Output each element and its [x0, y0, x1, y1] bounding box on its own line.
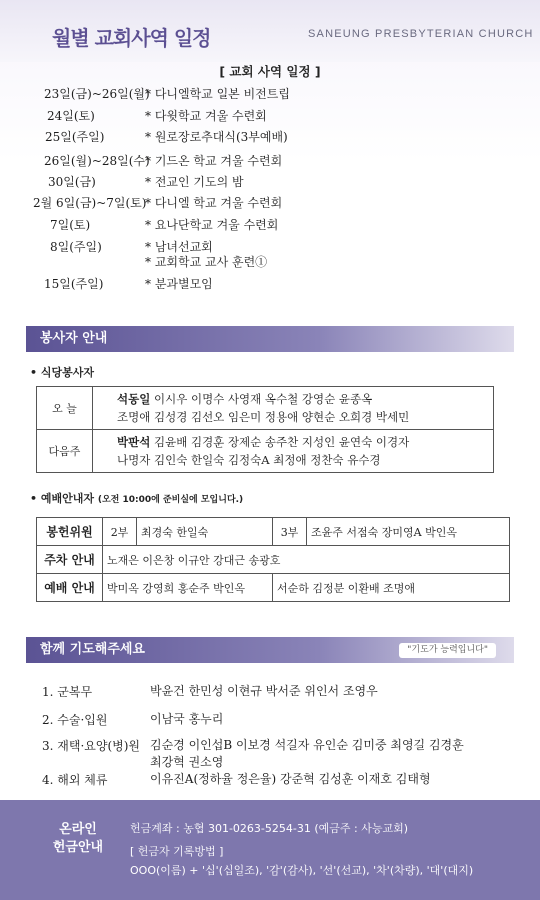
prayer-names: 이유진A(정하율 정은율) 강준혁 김성훈 이재호 김태형: [150, 772, 431, 786]
schedule-date: 23일(금)~26일(월): [44, 87, 150, 101]
names-line: 이시우 이명수 사영재 옥수철 강영순 윤종옥: [153, 392, 373, 406]
schedule-row: [0, 173, 540, 188]
schedule-event: * 다윗학교 겨울 수련회: [145, 109, 267, 123]
account-info: 헌금계좌 : 농협 301-0263-5254-31 (예금주 : 사능교회): [130, 822, 409, 835]
schedule-date: 8일(주일): [50, 240, 102, 254]
names-line: 조명애 김성경 김선오 임은미 정용애 양현순 오희경 박세민: [117, 410, 410, 424]
schedule-row: [0, 216, 540, 231]
schedule-date: 24일(토): [47, 109, 95, 123]
usher-note: (오전 10:00에 준비실에 모입니다.): [97, 495, 244, 505]
usher-heading: [30, 490, 243, 506]
church-name: SANEUNG PRESBYTERIAN CHURCH: [308, 28, 534, 40]
service-2-names: 최경숙 한일숙: [137, 518, 273, 546]
table-row: [37, 518, 510, 546]
footer-title: [48, 821, 108, 857]
prayer-names: 이남국 홍누리: [150, 712, 224, 726]
prayer-label: 3. 재택·요양(병)원: [42, 739, 140, 753]
schedule-event: * 교회학교 교사 훈련①: [145, 255, 268, 269]
schedule-date: 25일(주일): [45, 130, 105, 144]
row-label: 다음주: [37, 430, 93, 473]
worship-names-a: 박미옥 강영희 홍순주 박인옥: [103, 574, 273, 602]
schedule-event: * 다니엘 학교 겨울 수련회: [145, 196, 283, 210]
page-header: [0, 0, 540, 62]
schedule-row: [0, 128, 540, 143]
table-row: [37, 574, 510, 602]
schedule-title: [ 교회 사역 일정 ]: [219, 64, 321, 79]
online-offering-footer: [0, 800, 540, 900]
schedule-event: * 전교인 기도의 밤: [145, 175, 244, 189]
names-line: 나명자 김인숙 한일숙 김정숙A 최정애 정찬숙 유수경: [117, 453, 381, 467]
prayer-names: 김순경 이인섭B 이보경 석길자 유인순 김미중 최영길 김경훈: [150, 738, 464, 752]
schedule-event: * 분과별모임: [145, 277, 213, 291]
lead-name: 석동일: [117, 392, 151, 406]
usher-label: • 예배안내자: [30, 492, 94, 505]
row-label: 주차 안내: [37, 546, 103, 574]
schedule-date: 2월 6일(금)~7일(토): [33, 196, 147, 210]
prayer-section-header: [26, 637, 514, 663]
page-title: 월별 교회사역 일정: [52, 26, 211, 50]
row-label: 예배 안내: [37, 574, 103, 602]
service-2-label: 2부: [103, 518, 137, 546]
schedule-row: [0, 152, 540, 167]
schedule-row: [0, 194, 540, 209]
method-text: OOO(이름) + '십'(십일조), '감'(감사), '선'(선교), '차'(차량), '대'(대지): [130, 864, 474, 877]
row-label: 봉헌위원: [37, 518, 103, 546]
schedule-event: * 남녀선교회: [145, 240, 213, 254]
service-3-label: 3부: [273, 518, 307, 546]
names-cell: [93, 430, 494, 473]
row-label: 오 늘: [37, 387, 93, 430]
table-row: [37, 546, 510, 574]
names-line: 김윤배 김경훈 장제순 송주찬 지성인 윤연숙 이경자: [153, 435, 410, 449]
table-row: [37, 387, 494, 430]
kitchen-volunteers-heading: • 식당봉사자: [30, 366, 94, 379]
schedule-date: 15일(주일): [44, 277, 104, 291]
usher-table: [36, 517, 510, 602]
schedule-row: [0, 275, 540, 290]
section-title: 봉사자 안내: [40, 331, 108, 346]
schedule-row: [0, 85, 540, 100]
worship-names-b: 서순하 김정분 이환배 조명애: [273, 574, 510, 602]
kitchen-volunteers-table: [36, 386, 494, 473]
lead-name: 박판석: [117, 435, 151, 449]
prayer-names: 최강혁 권소영: [150, 755, 224, 769]
footer-title-line: 헌금안내: [52, 840, 104, 855]
schedule-row: [0, 107, 540, 122]
schedule-event: * 다니엘학교 일본 비전트립: [145, 87, 290, 101]
schedule-event: * 요나단학교 겨울 수련회: [145, 218, 279, 232]
prayer-label: 4. 해외 체류: [42, 773, 108, 787]
schedule-date: 30일(금): [48, 175, 96, 189]
prayer-label: 2. 수술·입원: [42, 713, 108, 727]
schedule-event: * 원로장로추대식(3부예배): [145, 130, 288, 144]
schedule-event: * 기드온 학교 겨울 수련회: [145, 154, 283, 168]
prayer-tagline: "기도가 능력입니다": [399, 643, 496, 658]
names-cell: [93, 387, 494, 430]
footer-title-line: 온라인: [59, 822, 97, 837]
parking-names: 노재은 이은창 이규안 강대근 송광호: [103, 546, 510, 574]
prayer-names: 박윤건 한민성 이현규 박서준 위인서 조영우: [150, 684, 378, 698]
section-title: 함께 기도해주세요: [40, 642, 145, 657]
table-row: [37, 430, 494, 473]
volunteers-section-header: [26, 326, 514, 352]
service-3-names: 조윤주 서점숙 장미영A 박인옥: [307, 518, 510, 546]
schedule-date: 7일(토): [50, 218, 91, 232]
schedule-row: [0, 238, 540, 268]
schedule-date: 26일(월)~28일(수): [44, 154, 150, 168]
method-title: [ 헌금자 기록방법 ]: [130, 845, 224, 858]
prayer-label: 1. 군복무: [42, 685, 93, 699]
